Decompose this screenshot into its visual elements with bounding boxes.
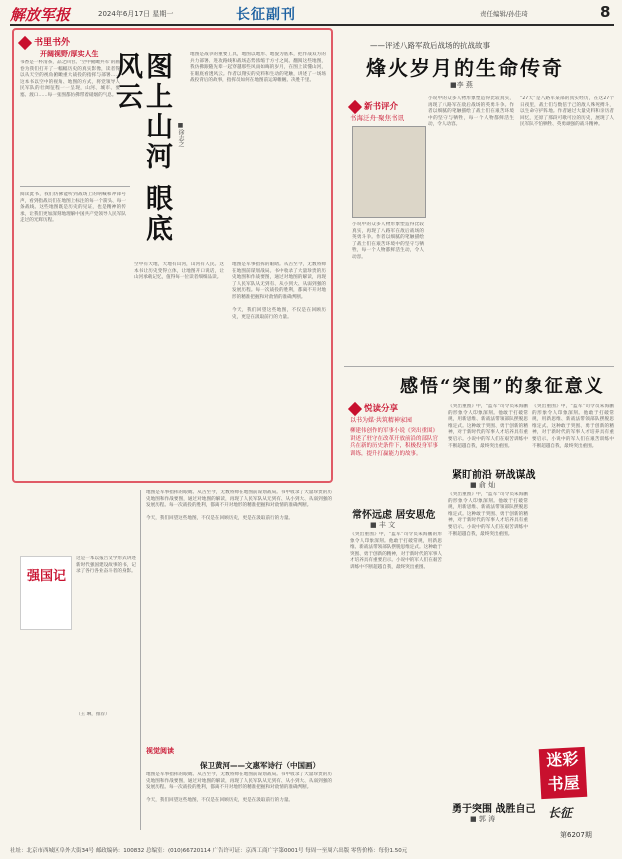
article1-byline: ■李 燕 <box>450 81 473 89</box>
article2-headline: 感悟“突围”的象征意义 <box>400 376 605 397</box>
share-badge-sub: 以书为媒·共筑精神家园 <box>350 417 412 424</box>
masthead-rule <box>10 24 614 26</box>
article2-subhead-1: 常怀远虑 居安思危 <box>352 510 436 521</box>
article2-subhead-2-author: ■ 俞 灿 <box>470 481 496 489</box>
article2-body-c: 《突出重围》中，“蓝军”司令员朱海鹏的形象令人印象深刻。他敢于打破常规，用新思维、新战法带领部队摆脱思维定式。这种敢于突围、勇于创新的精神，对于新时代的军事人才培养具有重要启示。小说中的军人们在艰苦训练中不断超越自我，最终突出重围。 <box>448 492 528 537</box>
article2-quote: 柳建伟创作的军事小说《突出重围》讲述了驻守在改革开放前沿的部队官兵在新的历史条件下，积极投身军事训练，提升打赢能力的故事。 <box>350 428 439 457</box>
footer-info: 社址：北京市西城区阜外大街34号 邮政编码：100832 总编室：(010)66720114 广告许可证：京西工商广字第0001号 每周一至周六出版 零售价格：每份1.50元 <box>10 848 408 854</box>
diamond-icon <box>348 401 362 415</box>
divider <box>20 186 130 187</box>
book-intro-body-3: 阅读此书，我们仿佛能听到战场上的呐喊和冲锋号声，看到指战员们在地图上标注的每一个箭头、每一条战线。这些地图既是历史的见证，也是精神的传承，让我们更加深刻地理解中国共产党领导人民军队走过的光辉历程。 <box>20 192 126 224</box>
diamond-icon <box>18 35 32 49</box>
newspaper-logo: 解放军报 <box>10 6 71 24</box>
section-title: 长征副刊 <box>236 7 296 23</box>
photo-section-label: 视觉阅读 <box>146 747 174 755</box>
diamond-icon <box>348 99 362 113</box>
book-intro-body-2: 地图是战争的重要工具，地图以地形、地貌为底本，把作战双方的兵力部署、进攻路线和战场态势浓缩于方寸之间。翻阅这些地图，我仿佛跟随先辈一起穿越那些风雨如晦的岁月，在图上读懂山河，在眼底看透风云。作者以翔实的史料和生动的笔触，讲述了一场场战役背后的故事，指挥员如何在地图前运筹帷幄、决胜千里。 <box>190 52 326 84</box>
book-section-label: 书里书外 <box>34 38 71 48</box>
book-intro-body-4: 空中有大地，大地有山河，山河有人民。这本书让历史变得立体，让地图开口说话，让山河承载记忆，值得每一位读者细细品读。 <box>134 262 224 281</box>
article2-subhead-2: 紧盯前沿 研战谋战 <box>452 470 536 481</box>
article1-kicker: ——评述八路军敌后战场的抗战故事 <box>370 41 490 50</box>
book-section-header <box>20 35 70 48</box>
book-intro-body-1: 书香是一杯清茶，品之回甘。‘空中俯瞰共军’的画卷为我们打开了一幅幅历史的真实影像，读者得以从天空的视角俯瞰重大战役的指挥与部署……这本书以空中的视角、地图的方式，将党领导人民军队的壮阔征程一一呈现，山河、城市、要塞、渡口……每一张图都仿佛带着硝烟的气息。 <box>20 60 120 98</box>
center-col-text: 地图是军事指挥的眼睛。从古至今，无数将帅在地图前谋划战局。书中收录了大量珍贵的历史地图和作战要图，通过对地图的解读，再现了人民军队从无到有、从小到大、从弱到强的发展历程。每一次战役的胜利，都离不开对地形的精准把握和对敌情的准确判断。 今天，我们回望这些地图，不仅是在回顾历史，更是在汲取前行的力量。 <box>146 490 332 522</box>
article2-body-d: 《突出重围》中，“蓝军”司令员朱海鹏的形象令人印象深刻。他敢于打破常规，用新思维、新战法带领部队摆脱思维定式。这种敢于突围、勇于创新的精神，对于新时代的军事人才培养具有重要启示。小说中的军人们在艰苦训练中不断超越自我，最终突出重围。 <box>532 404 614 449</box>
page-number: 8 <box>600 3 611 21</box>
article2-subhead-3-author: ■ 郭 涛 <box>470 815 496 823</box>
article1-body-b: 小说中的众多人物形象塑造得比较真实，再现了八路军在敌后战场的英勇斗争。作者以细腻的笔触描绘了战士们在艰苦环境中的坚守与牺牲，每一个人物都鲜活生动，令人动容。 <box>428 96 514 128</box>
book-ad-author: （王 琳，推荐） <box>76 712 110 717</box>
article1-body-c: “27天”是八路军某部的真实经历，在这27个日夜里，战士们与数倍于己的敌人殊死搏斗，以生命守护阵地。作者通过大量史料和亲历者回忆，还原了那段可歌可泣的历史，展现了人民军队不怕牺牲、英勇顽强的战斗精神。 <box>520 96 614 128</box>
calligraphy-seal: 长征 <box>548 806 573 820</box>
book-article-author: ■徐志之 <box>177 122 184 147</box>
book-cover-title: 强国记 <box>27 569 67 584</box>
article1-body-a: 小说中的众多人物形象塑造得比较真实，再现了八路军在敌后战场的英勇斗争。作者以细腻的笔触描绘了战士们在艰苦环境中的坚守与牺牲，每一个人物都鲜活生动，令人动容。 <box>352 222 424 260</box>
editor-credit: 责任编辑/孙佳琦 <box>480 10 528 18</box>
article2-body-a: 《突出重围》中，“蓝军”司令员朱海鹏的形象令人印象深刻。他敢于打破常规，用新思维、新战法带领部队摆脱思维定式。这种敢于突围、勇于创新的精神，对于新时代的军事人才培养具有重要启示。小说中的军人们在艰苦训练中不断超越自我，最终突出重围。 <box>350 532 442 570</box>
article2-subhead-3: 勇于突围 战胜自己 <box>452 804 536 815</box>
column-divider <box>140 490 141 830</box>
article2-body-b: 《突出重围》中，“蓝军”司令员朱海鹏的形象令人印象深刻。他敢于打破常规，用新思维、新战法带领部队摆脱思维定式。这种敢于突围、勇于创新的精神，对于新时代的军事人才培养具有重要启示。小说中的军人们在艰苦训练中不断超越自我，最终突出重围。 <box>448 404 528 449</box>
article2-subhead-1-author: ■ 丰 文 <box>370 521 396 529</box>
photo-caption-text: 地图是军事指挥的眼睛。从古至今，无数将帅在地图前谋划战局。书中收录了大量珍贵的历史地图和作战要图，通过对地图的解读，再现了人民军队从无到有、从小到大、从弱到强的发展历程。每一次战役的胜利，都离不开对地形的精准把握和对敌情的准确判断。 今天，我们回望这些地图，不仅是在回顾历史，更是在汲取前行的力量。 <box>146 772 332 804</box>
photo-caption-title: 保卫黄河——文惠军诗行（中国画） <box>200 761 320 770</box>
new-book-tag: 书海泛舟·聚焦书讯 <box>350 114 405 122</box>
book-section-subheader: 开阔视野/厚实人生 <box>40 50 99 58</box>
book-article-title: 图上山河 眼底风云 <box>111 52 172 245</box>
issue-date: 2024年6月17日 星期一 <box>98 10 174 18</box>
masthead <box>0 0 622 30</box>
book-ad-text: 这是一本以报告文学形式讲述新时代强国建设故事的书，记录了各行各业奋斗者的身影。 <box>76 556 136 575</box>
book-intro-body-5: 地图是军事指挥的眼睛。从古至今，无数将帅在地图前谋划战局。书中收录了大量珍贵的历史地图和作战要图，通过对地图的解读，再现了人民军队从无到有、从小到大、从弱到强的发展历程。每一次战役的胜利，都离不开对地形的精准把握和对敌情的准确判断。 今天，我们回望这些地图，不仅是在回顾历史，更是在汲取前行的力量。 <box>232 262 326 320</box>
issue-number: 第6207期 <box>560 831 592 839</box>
new-book-badge-label: 新书评介 <box>364 102 399 112</box>
new-book-badge <box>350 100 398 112</box>
divider <box>344 366 614 367</box>
share-badge <box>350 402 398 414</box>
article1-headline: 烽火岁月的生命传奇 <box>366 56 564 80</box>
share-badge-label: 悦读分享 <box>364 404 399 414</box>
book-cover-27-days <box>352 126 426 218</box>
corner-tag: 迷彩书屋 <box>539 747 588 799</box>
book-cover-image <box>20 556 72 630</box>
